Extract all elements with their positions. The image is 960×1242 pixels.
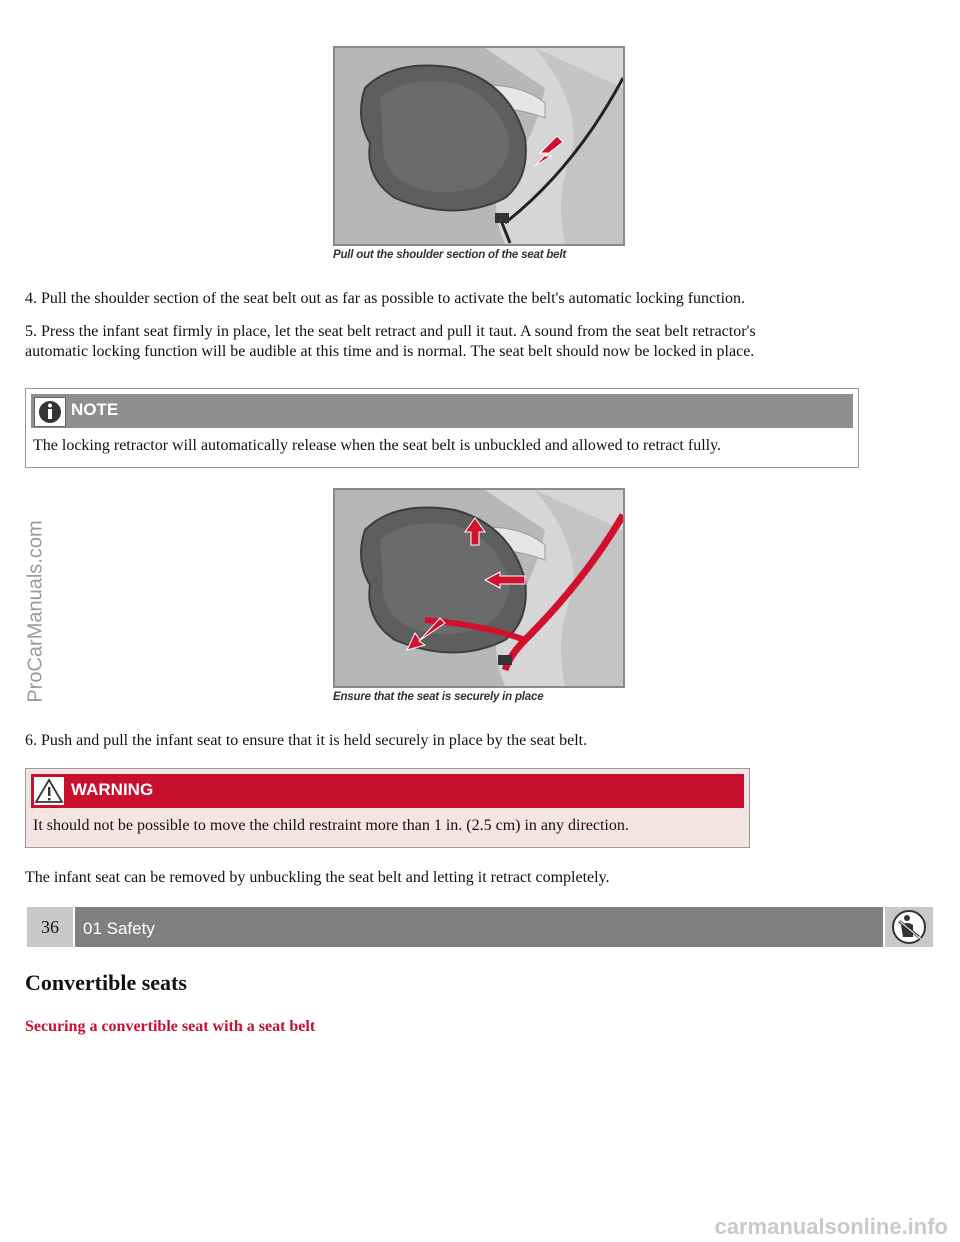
figure-caption: Pull out the shoulder section of the seat belt [333,249,566,261]
seatbelt-icon [885,907,933,947]
figure-caption: Ensure that the seat is securely in place [333,691,544,703]
note-box [25,388,859,468]
section-title: 01 Safety [75,907,883,947]
removal-text: The infant seat can be removed by unbuckling the seat belt and letting it retract completely. [25,869,610,886]
warning-triangle-icon [34,777,64,805]
figure-seat-secure [333,488,625,703]
step-6-text: 6. Push and pull the infant seat to ensure that it is held securely in place by the seat belt. [25,732,588,749]
warning-header [31,774,744,808]
page-footer-bar [27,907,933,947]
subsection-heading: Securing a convertible seat with a seat belt [25,1018,316,1035]
bottom-watermark: carmanualsonline.info [714,1214,948,1239]
side-watermark: ProCarManuals.com [24,520,47,703]
info-icon [34,397,66,427]
figure-seat-belt-shoulder [333,46,625,261]
warning-box [25,768,750,848]
step-4-text: 4. Pull the shoulder section of the seat belt out as far as possible to activate the belt's automatic locking function. [25,290,746,307]
page-number: 36 [27,907,73,947]
warning-label: WARNING [71,780,154,799]
step-5-text-line2: automatic locking function will be audible at this time and is normal. The seat belt should now be locked in place. [25,343,755,360]
seat-belt-illustration-1 [333,46,625,246]
step-5-text-line1: 5. Press the infant seat firmly in place, let the seat belt retract and pull it taut. A sound from the seat belt retractor's [25,323,756,340]
note-header [31,394,853,428]
seat-belt-illustration-2 [333,488,625,688]
note-label: NOTE [71,400,119,419]
section-heading: Convertible seats [25,970,187,995]
note-text: The locking retractor will automatically release when the seat belt is unbuckled and allowed to retract fully. [33,437,722,454]
warning-text: It should not be possible to move the child restraint more than 1 in. (2.5 cm) in any direction. [33,817,629,834]
